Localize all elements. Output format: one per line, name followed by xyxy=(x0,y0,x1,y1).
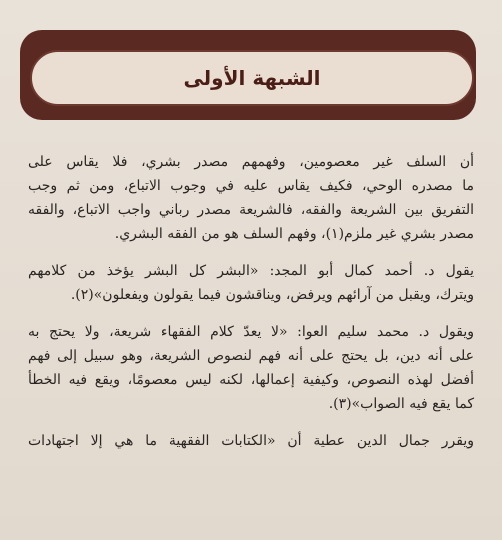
page-body xyxy=(28,150,474,466)
text-line: ويترك، ويقبل من آرائهم ويرفض، ويناقشون فيما يقولون ويفعلون»(٢). xyxy=(70,287,474,303)
text-line: كما يقع فيه الصواب»(٣). xyxy=(328,396,474,412)
paragraph-2 xyxy=(28,259,474,307)
text-line: على أنه دين، بل يحتج على أنه فهم لنصوص الشريعة، وهو سبيل إلى فهم xyxy=(28,348,474,364)
text-line: التفريق بين الشريعة والفقه، فالشريعة مصدر رباني واجب الاتباع، والفقه xyxy=(28,202,474,218)
text-line: أن السلف غير معصومين، وفهمهم مصدر بشري، فلا يقاس على xyxy=(28,154,474,170)
text-line: مصدر بشري غير ملزم(١)، وفهم السلف هو من الفقه البشري. xyxy=(114,226,474,242)
text-line: أفضل لهذه النصوص، وكيفية إعمالها، لكنه ليس معصومًا، ويقع فيه الخطأ xyxy=(28,372,474,388)
paragraph-1 xyxy=(28,150,474,246)
paragraph-4 xyxy=(28,429,474,453)
chapter-title-capsule xyxy=(30,50,474,106)
text-line: ويقول د. محمد سليم العوا: «لا يعدّ كلام الفقهاء شريعة، ولا يحتج به xyxy=(28,324,474,340)
text-line: يقول د. أحمد كمال أبو المجد: «البشر كل البشر يؤخذ من كلامهم xyxy=(28,263,474,279)
paragraph-3 xyxy=(28,320,474,416)
text-line: ما مصدره الوحي، فكيف يقاس عليه في وجوب الاتباع، ومن ثم وجب xyxy=(28,178,474,194)
chapter-title: الشبهة الأولى xyxy=(183,66,321,90)
text-line: ويقرر جمال الدين عطية أن «الكتابات الفقهية ما هي إلا اجتهادات xyxy=(28,433,474,449)
